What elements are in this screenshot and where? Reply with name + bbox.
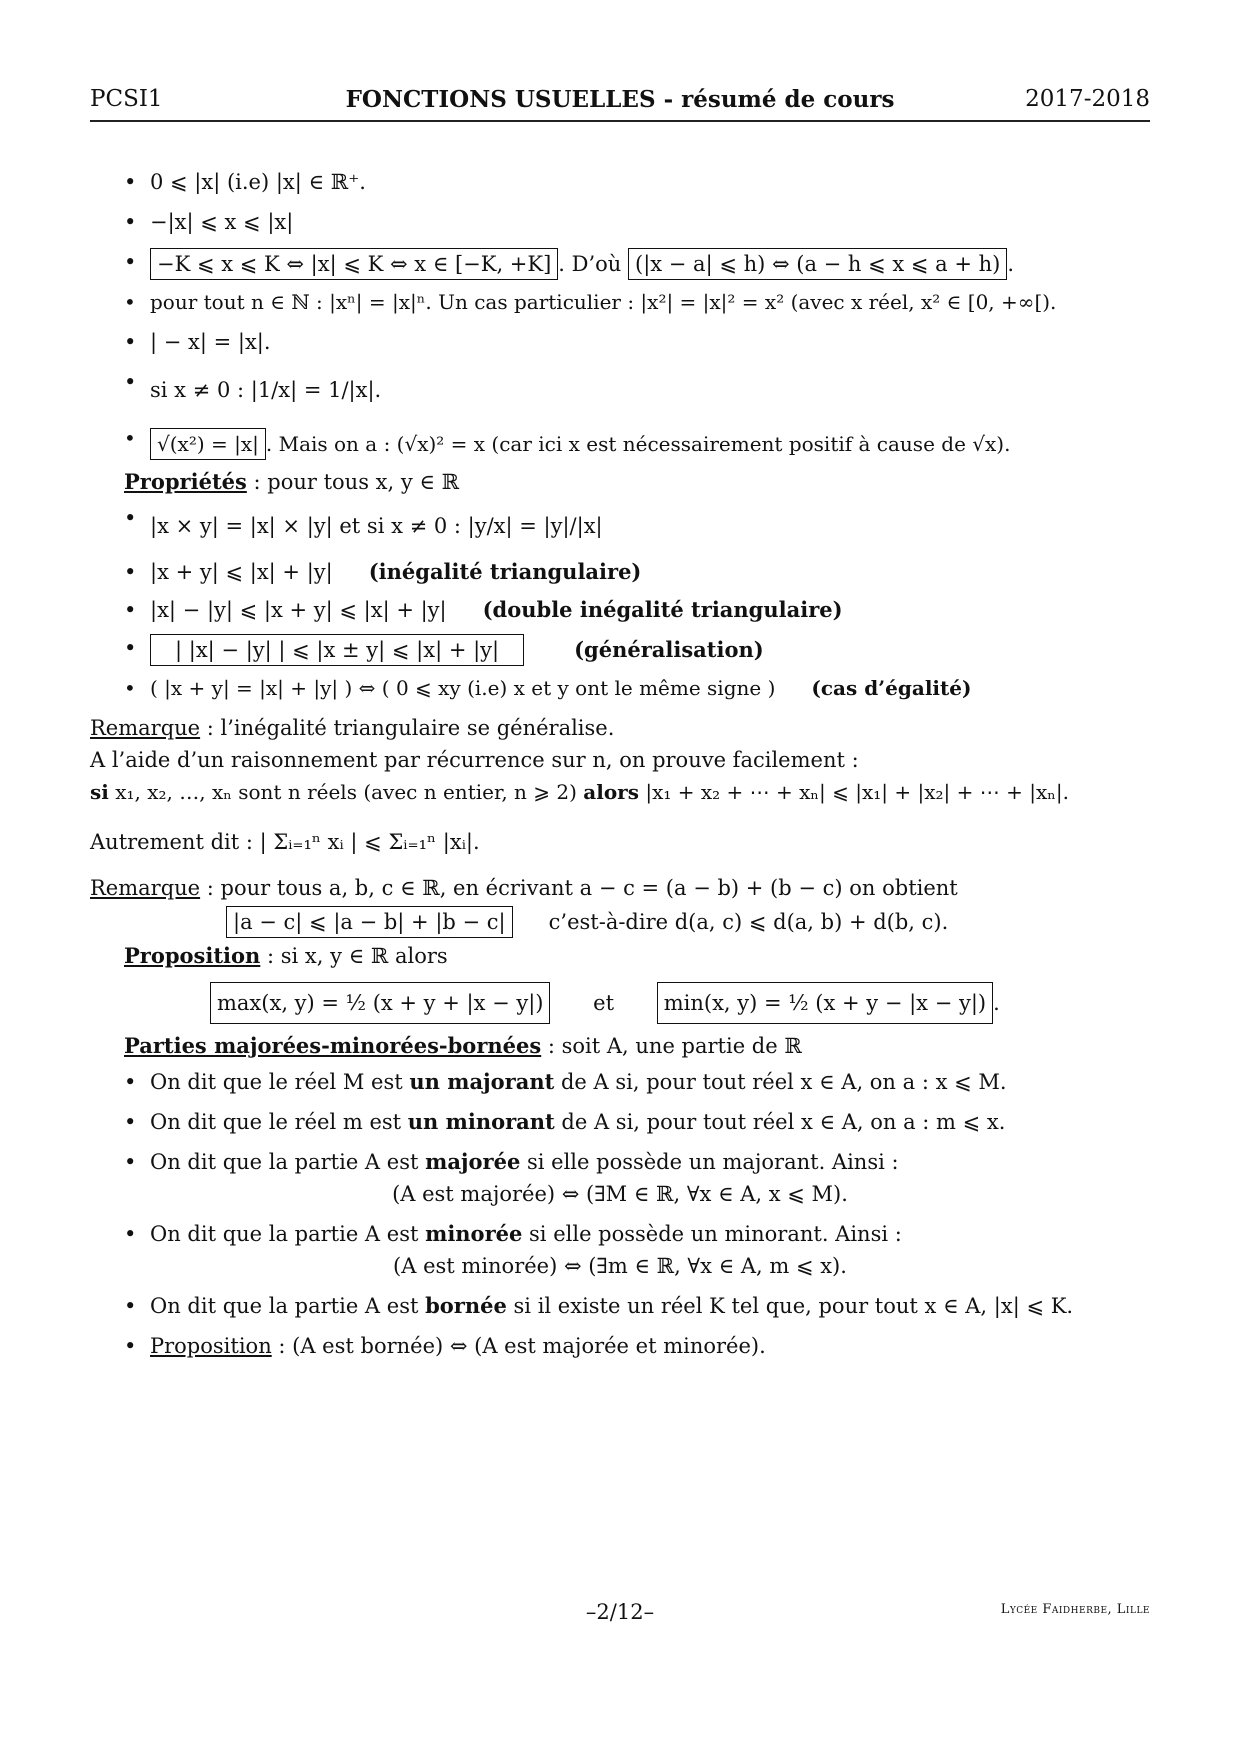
proposition-1-formulas: max(x, y) = ½ (x + y + |x − y|) et min(x, y) = ½ (x + y − |x − y|) . bbox=[90, 976, 1150, 1028]
header-year: 2017-2018 bbox=[1025, 86, 1150, 112]
page-number: –2/12– bbox=[585, 1600, 655, 1624]
proposition-label: Proposition bbox=[150, 1334, 272, 1358]
boxed-formula: | |x| − |y| | ⩽ |x ± y| ⩽ |x| + |y| bbox=[150, 634, 524, 666]
remark-2-line: |a − c| ⩽ |a − b| + |b − c| c’est-à-dire d(a, c) ⩽ d(a, b) + d(b, c). bbox=[90, 906, 1150, 942]
list-item: • pour tout n ∈ ℕ : |xⁿ| = |x|ⁿ. Un cas particulier : |x²| = |x|² = x² (avec x réel, x² ∈ [0, +∞[). bbox=[90, 288, 1150, 328]
list-item: • | − x| = |x|. bbox=[90, 328, 1150, 368]
remark-1: Remarque : l’inégalité triangulaire se généralise. bbox=[90, 716, 615, 740]
section-title: Propriétés bbox=[124, 469, 247, 494]
page bbox=[90, 0, 1150, 1754]
remark-1-line: A l’aide d’un raisonnement par récurrence sur n, on prouve facilement : bbox=[90, 748, 859, 772]
majoree-equivalence: (A est majorée) ⇔ (∃M ∈ ℝ, ∀x ∈ A, x ⩽ M). bbox=[392, 1182, 848, 1206]
remark-title: Remarque bbox=[90, 716, 201, 740]
remark-1-line: Autrement dit : | Σᵢ₌₁ⁿ xᵢ | ⩽ Σᵢ₌₁ⁿ |xᵢ|. bbox=[90, 830, 480, 854]
list-item: • |x| − |y| ⩽ |x + y| ⩽ |x| + |y| (double inégalité triangulaire) bbox=[90, 596, 1150, 634]
list-item: • On dit que la partie A est minorée si elle possède un minorant. Ainsi : bbox=[90, 1220, 1150, 1252]
proposition-1: Proposition : si x, y ∈ ℝ alors bbox=[124, 943, 448, 968]
boxed-formula: max(x, y) = ½ (x + y + |x − y|) bbox=[210, 982, 550, 1024]
boxed-formula: √(x²) = |x| bbox=[150, 428, 266, 460]
remark-2: Remarque : pour tous a, b, c ∈ ℝ, en écrivant a − c = (a − b) + (b − c) on obtient bbox=[90, 876, 958, 900]
parts-heading: Parties majorées-minorées-bornées : soit A, une partie de ℝ bbox=[124, 1033, 802, 1058]
list-item: • si x ≠ 0 : |1/x| = 1/|x|. bbox=[90, 368, 1150, 424]
list-item: • | |x| − |y| | ⩽ |x ± y| ⩽ |x| + |y| (généralisation) bbox=[90, 634, 1150, 674]
school-name: Lycée Faidherbe, Lille bbox=[1000, 1602, 1150, 1617]
section-title: Proposition bbox=[124, 943, 261, 968]
boxed-formula: −K ⩽ x ⩽ K ⇔ |x| ⩽ K ⇔ x ∈ [−K, +K] bbox=[150, 248, 558, 280]
section-title: Parties majorées-minorées-bornées bbox=[124, 1033, 542, 1058]
header-class: PCSI1 bbox=[90, 86, 163, 112]
list-item: • √(x²) = |x| . Mais on a : (√x)² = x (car ici x est nécessairement positif à cause de √x). bbox=[90, 424, 1150, 464]
list-item: • |x × y| = |x| × |y| et si x ≠ 0 : |y/x| = |y|/|x| bbox=[90, 504, 1150, 558]
list-item: • Proposition : (A est bornée) ⇔ (A est majorée et minorée). bbox=[90, 1332, 1150, 1372]
content bbox=[90, 168, 1150, 1372]
header-title: FONCTIONS USUELLES - résumé de cours bbox=[345, 86, 895, 113]
minoree-equivalence: (A est minorée) ⇔ (∃m ∈ ℝ, ∀x ∈ A, m ⩽ x). bbox=[393, 1254, 847, 1278]
list-item: • On dit que le réel M est un majorant de A si, pour tout réel x ∈ A, on a : x ⩽ M. bbox=[90, 1068, 1150, 1108]
list-item: • ( |x + y| = |x| + |y| ) ⇔ ( 0 ⩽ xy (i.e) x et y ont le même signe ) (cas d’égalité) bbox=[90, 674, 1150, 714]
list-item: • |x + y| ⩽ |x| + |y| (inégalité triangulaire) bbox=[90, 558, 1150, 596]
list-item: • On dit que le réel m est un minorant de A si, pour tout réel x ∈ A, on a : m ⩽ x. bbox=[90, 1108, 1150, 1148]
list-item: • On dit que la partie A est majorée si elle possède un majorant. Ainsi : bbox=[90, 1148, 1150, 1180]
list-item: • −K ⩽ x ⩽ K ⇔ |x| ⩽ K ⇔ x ∈ [−K, +K] . D’où (|x − a| ⩽ h) ⇔ (a − h ⩽ x ⩽ a + h) . bbox=[90, 248, 1150, 288]
list-item: • −|x| ⩽ x ⩽ |x| bbox=[90, 208, 1150, 248]
remark-1-line: si x₁, x₂, …, xₙ sont n réels (avec n entier, n ⩾ 2) alors |x₁ + x₂ + ⋯ + xₙ| ⩽ |x₁| + |x₂| + ⋯ + |xₙ|. bbox=[90, 780, 1069, 804]
properties-heading: Propriétés : pour tous x, y ∈ ℝ bbox=[124, 469, 460, 494]
list-item: • On dit que la partie A est bornée si il existe un réel K tel que, pour tout x ∈ A, |x| ⩽ K. bbox=[90, 1292, 1150, 1332]
boxed-formula: (|x − a| ⩽ h) ⇔ (a − h ⩽ x ⩽ a + h) bbox=[628, 248, 1007, 280]
list-item: • 0 ⩽ |x| (i.e) |x| ∈ ℝ⁺. bbox=[90, 168, 1150, 208]
remark-title: Remarque bbox=[90, 876, 201, 900]
page-header bbox=[90, 86, 1150, 122]
boxed-formula: |a − c| ⩽ |a − b| + |b − c| bbox=[226, 906, 513, 938]
boxed-formula: min(x, y) = ½ (x + y − |x − y|) bbox=[657, 982, 993, 1024]
